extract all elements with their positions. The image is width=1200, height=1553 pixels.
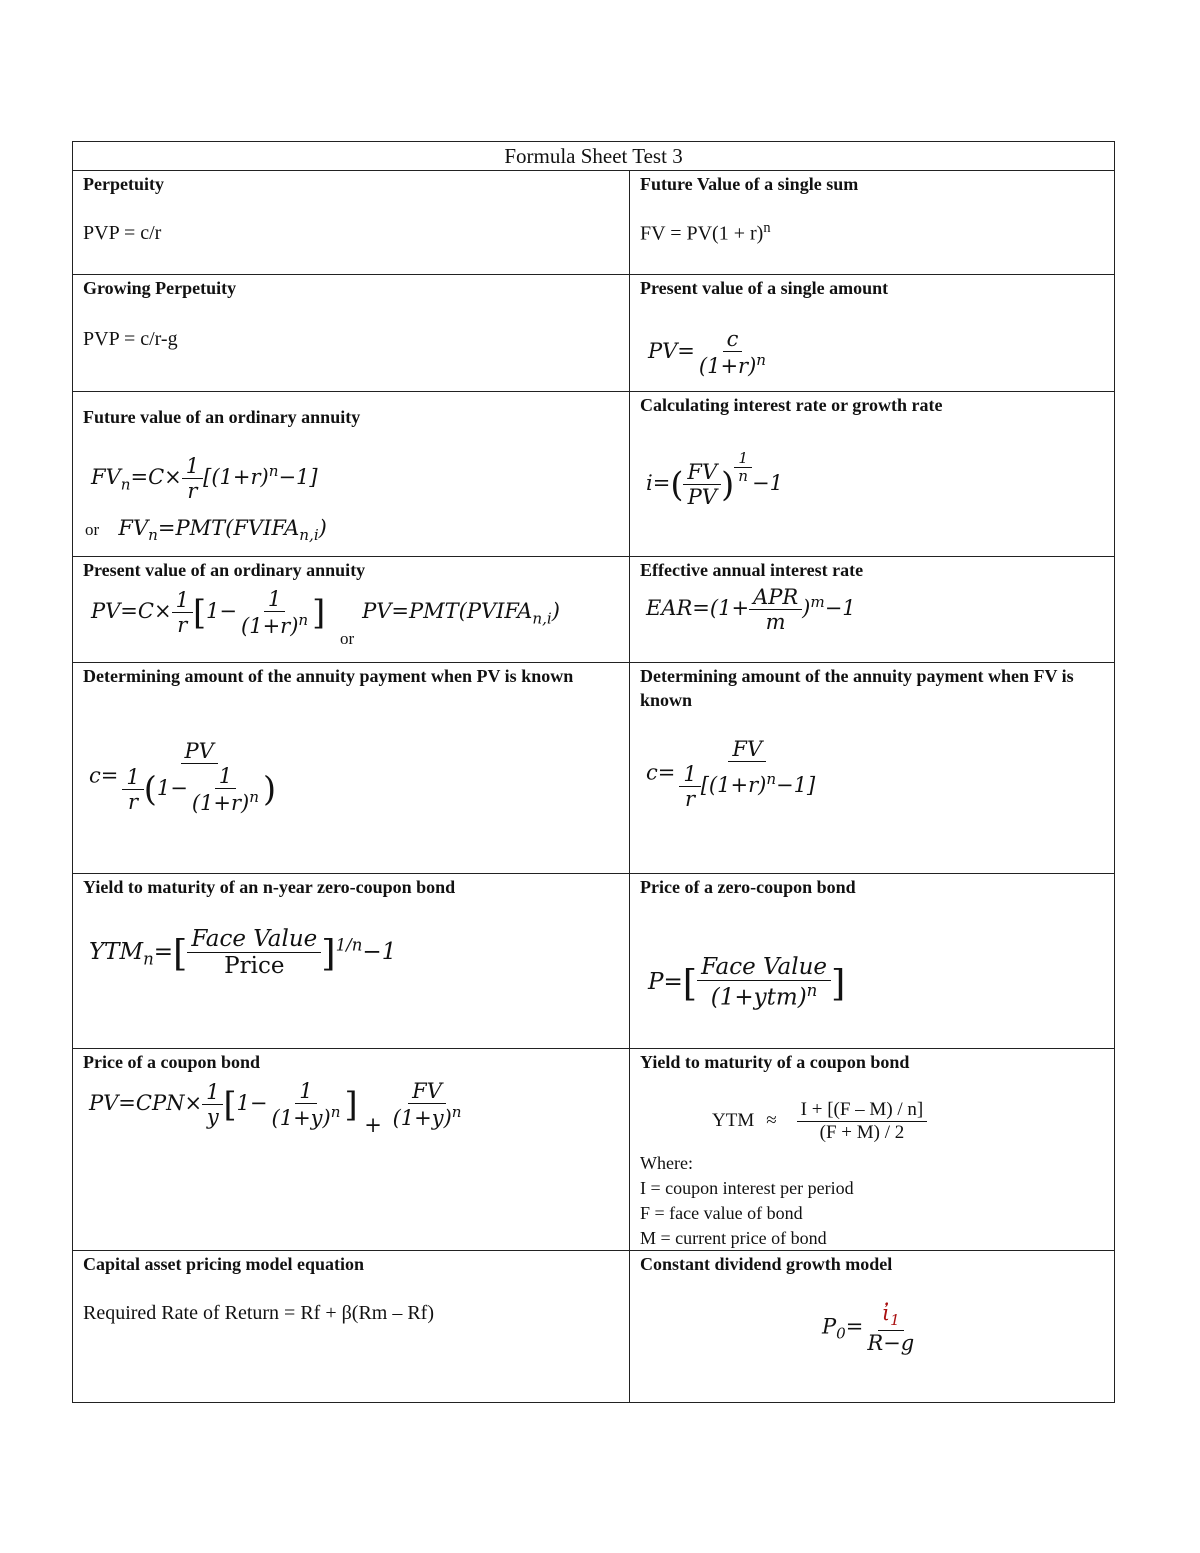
- cell-payment-pv: [73, 663, 630, 874]
- formula-fv-annuity-1: $FV_n=C\times$ $\frac{1}{r}$ $[(1+r)^n-1]$: [91, 454, 318, 504]
- where-label: Where:: [640, 1153, 693, 1173]
- formula-pv-single: PV= $\frac{c}{(1+r)^n}$: [648, 327, 767, 379]
- cell-fv-single: [630, 171, 1115, 275]
- formula-fv-single-exponent: n: [763, 220, 771, 236]
- formula-ear: EAR=(1+ $\frac{\text{APR}}{m}$ )$^m$−1: [646, 585, 856, 635]
- cell-pv-annuity: [73, 557, 630, 663]
- formula-growing-perpetuity: PVP = c/r-g: [83, 328, 178, 350]
- or-label-pv: or: [339, 629, 355, 649]
- formula-fv-annuity-2: or $FV_n=PMT(FVIFA_{n,i})$: [85, 516, 327, 545]
- formula-perpetuity: PVP = c/r: [83, 222, 162, 244]
- sheet-title: Formula Sheet Test 3: [73, 142, 1115, 171]
- formula-pv-annuity: PV=C× $\frac{1}{r}$ [1− $\frac{1}{(1+r)^n}$ ] $_{or}PV=PMT(PVIFA_{n,i})$: [91, 587, 560, 649]
- heading-pv-annuity: Present value of an ordinary annuity: [83, 560, 366, 580]
- ytm-definitions: [630, 1151, 854, 1251]
- heading-price-coupon: Price of a coupon bond: [83, 1052, 261, 1072]
- heading-ear: Effective annual interest rate: [640, 560, 864, 580]
- ytm-numerator: I + [(F – M) / n]: [797, 1099, 928, 1122]
- definition-item: M = current price of bond: [640, 1228, 827, 1248]
- formula-price-zero: P=[ $\frac{\text{Face Value}}{(1+ytm)^n}$ ]: [648, 954, 846, 1012]
- or-label-fv: or: [85, 520, 100, 539]
- formula-payment-fv: c= FV $\frac{1}{r}$ $[(1+r)^n-1]$: [646, 737, 816, 812]
- cell-capm: [73, 1251, 630, 1403]
- heading-payment-fv: Determining amount of the annuity payment when FV is known: [640, 666, 1074, 710]
- heading-payment-pv: Determining amount of the annuity payment when PV is known: [83, 666, 574, 686]
- cell-fv-annuity: [73, 392, 630, 557]
- ytm-denominator: (F + M) / 2: [819, 1121, 905, 1143]
- cell-payment-fv: [630, 663, 1115, 874]
- formula-fv-single: [630, 220, 1114, 246]
- formula-payment-pv: c= PV $\frac{1}{r}$ (1− $\frac{1}{(1+r)^n}$ ): [89, 739, 277, 816]
- cell-interest-rate: [630, 392, 1115, 557]
- heading-fv-single: Future Value of a single sum: [640, 174, 859, 194]
- heading-interest-rate: Calculating interest rate or growth rate: [640, 395, 943, 415]
- heading-growing-perpetuity: Growing Perpetuity: [83, 278, 237, 298]
- heading-dividend-growth: Constant dividend growth model: [640, 1254, 893, 1274]
- formula-fv-single-text: FV = PV(1 + r): [640, 222, 764, 245]
- heading-ytm-coupon: Yield to maturity of a coupon bond: [640, 1052, 910, 1072]
- formula-price-coupon: PV=CPN× $\frac{1}{y}$ [1− $\frac{1}{(1+y)^n}$ ] + $\frac{FV}{(1+y)^n}$: [89, 1079, 462, 1138]
- heading-fv-annuity: Future value of an ordinary annuity: [83, 407, 361, 427]
- ytm-label: YTM: [712, 1110, 755, 1132]
- heading-ytm-zero: Yield to maturity of an n-year zero-coupon bond: [83, 877, 456, 897]
- cell-perpetuity: [73, 171, 630, 275]
- cell-price-zero: [630, 874, 1115, 1049]
- heading-price-zero: Price of a zero-coupon bond: [640, 877, 856, 897]
- cell-ear: [630, 557, 1115, 663]
- heading-pv-single: Present value of a single amount: [640, 278, 889, 298]
- definition-item: F = face value of bond: [640, 1203, 803, 1223]
- formula-capm: Required Rate of Return = Rf + β(Rm – Rf): [83, 1302, 435, 1324]
- formula-ytm-coupon: [712, 1099, 927, 1144]
- cell-dividend-growth: [630, 1251, 1115, 1403]
- cell-pv-single: [630, 275, 1115, 392]
- heading-perpetuity: Perpetuity: [83, 174, 164, 194]
- formula-table: [72, 141, 1115, 1403]
- cell-price-coupon: [73, 1049, 630, 1251]
- formula-interest-rate: i=( $\frac{FV}{PV}$ ) $^{\frac{1}{n}}$ −1: [646, 449, 783, 509]
- cell-growing-perpetuity: [73, 275, 630, 392]
- formula-ytm-zero: $YTM_n=$[ $\frac{\text{Face Value}}{\text{Price}}$ ]$^{1/n}$−1: [89, 926, 397, 980]
- formula-dividend-growth: $P_0=$ $\frac{ἰ_1}{R-g}$: [822, 1301, 915, 1355]
- cell-ytm-coupon: [630, 1049, 1115, 1251]
- definition-item: I = coupon interest per period: [640, 1178, 854, 1198]
- approx-symbol: ≈: [766, 1110, 777, 1132]
- cell-ytm-zero: [73, 874, 630, 1049]
- heading-capm: Capital asset pricing model equation: [83, 1254, 365, 1274]
